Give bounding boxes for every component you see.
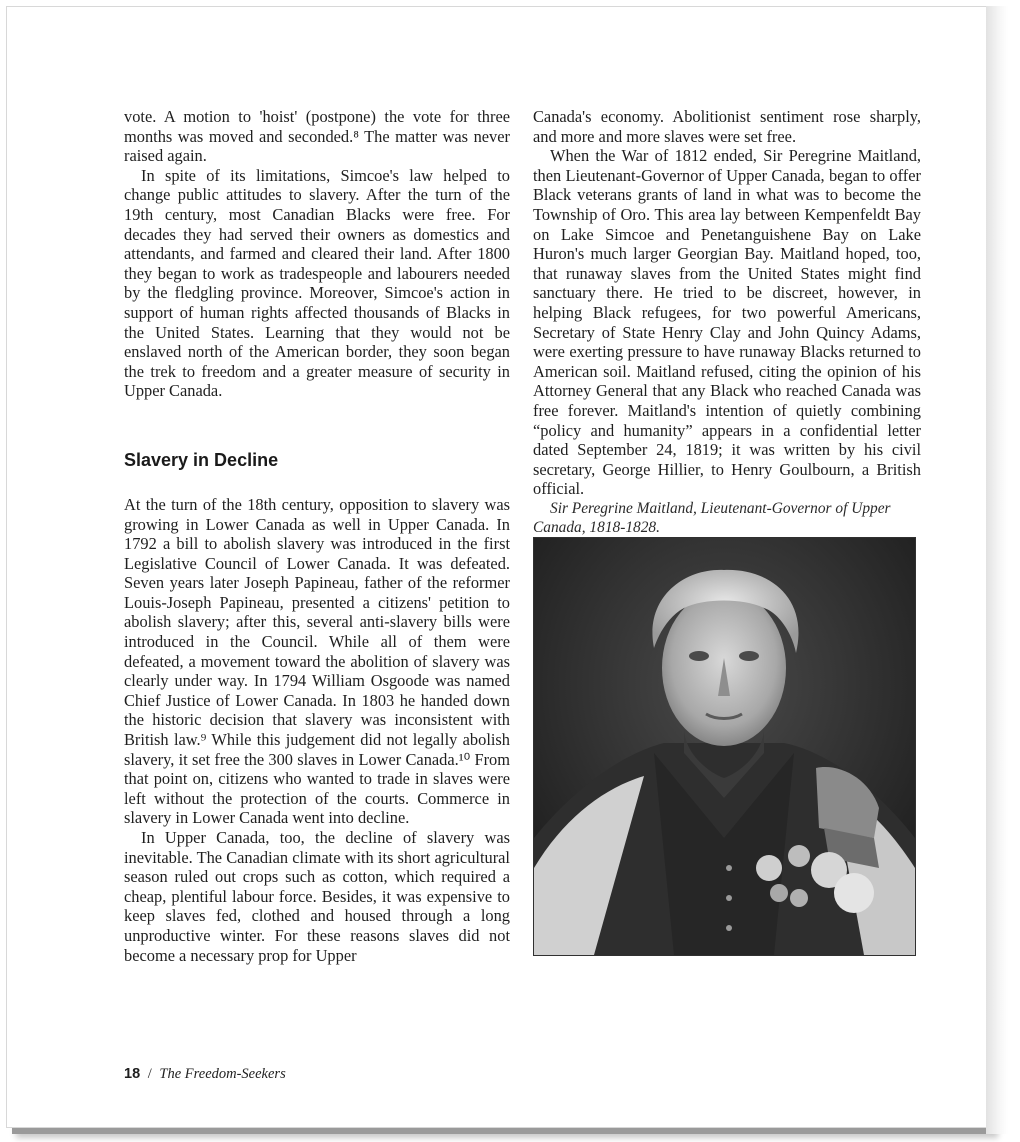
paragraph: Canada's economy. Abolitionist sentiment rose sharply, and more and more slaves were set free. xyxy=(533,107,921,146)
page-number: 18 xyxy=(124,1066,141,1082)
right-column xyxy=(533,107,921,956)
page-edge-shadow xyxy=(986,6,1008,1134)
paragraph: When the War of 1812 ended, Sir Peregrine Maitland, then Lieutenant-Governor of Upper Canada, began to offer Black veterans grants of land in what was to become the Township of Oro. This area lay between Kempenfeldt Bay on Lake Simcoe and Penetanguishene Bay on Lake Huron's much larger Georgian Bay. Maitland hoped, too, that runaway slaves from the United States might find sanctuary there. He tried to be discreet, however, in helping Black refugees, for two powerful Americans, Secretary of State Henry Clay and John Quincy Adams, were exerting pressure to have runaway Blacks returned to American soil. Maitland refused, citing the opinion of his Attorney General that any Black who reached Canada was free forever. Maitland's intention of quietly combining “policy and humanity” appears in a confidential letter dated September 24, 1819; it was written by his civil secretary, George Hillier, to Henry Goulbourn, a British official. xyxy=(533,146,921,499)
portrait-photo xyxy=(533,537,916,956)
page-footer xyxy=(124,1066,286,1083)
figure-caption: Sir Peregrine Maitland, Lieutenant-Governor of Upper Canada, 1818-1828. xyxy=(533,499,891,536)
paragraph: At the turn of the 18th century, opposition to slavery was growing in Lower Canada as well in Upper Canada. In 1792 a bill to abolish slavery was introduced in the first Legislative Council of Lower Canada. It was defeated. Seven years later Joseph Papineau, father of the reformer Louis-Joseph Papineau, presented a citizens' petition to abolish slavery; after this, several anti-slavery bills were introduced in the Council. While all of them were defeated, a movement toward the abolition of slavery was clearly under way. In 1794 William Osgoode was named Chief Justice of Lower Canada. In 1803 he handed down the historic decision that slavery was inconsistent with British law.⁹ While this judgement did not legally abolish slavery, it set free the 300 slaves in Lower Canada.¹⁰ From that point on, citizens who wanted to trade in slaves were left without the protection of the courts. Commerce in slavery in Lower Canada went into decline. xyxy=(124,494,510,828)
footer-separator: / xyxy=(147,1066,152,1082)
book-title: The Freedom-Seekers xyxy=(159,1066,286,1082)
left-column xyxy=(124,107,510,965)
paragraph: vote. A motion to 'hoist' (postpone) the vote for three months was moved and seconded.⁸ The matter was never raised again. xyxy=(124,107,510,166)
paragraph: In spite of its limitations, Simcoe's law helped to change public attitudes to slavery. After the turn of the 19th century, most Canadian Blacks were free. For decades they had served their owners as domestics and attendants, and farmed and cleared their land. After 1800 they began to work as tradespeople and labourers needed by the fledgling province. Moreover, Simcoe's action in support of human rights affected thousands of Blacks in the United States. Learning that they would not be enslaved north of the American border, they soon began the trek to freedom and a greater measure of security in Upper Canada. xyxy=(124,165,510,401)
paragraph: In Upper Canada, too, the decline of slavery was inevitable. The Canadian climate with its short agricultural season ruled out crops such as cotton, which required a cheap, plentiful labour force. Besides, it was expensive to keep slaves fed, clothed and housed through a long unproductive winter. For these reasons slaves did not become a necessary prop for Upper xyxy=(124,828,510,965)
section-heading: Slavery in Decline xyxy=(124,449,279,470)
